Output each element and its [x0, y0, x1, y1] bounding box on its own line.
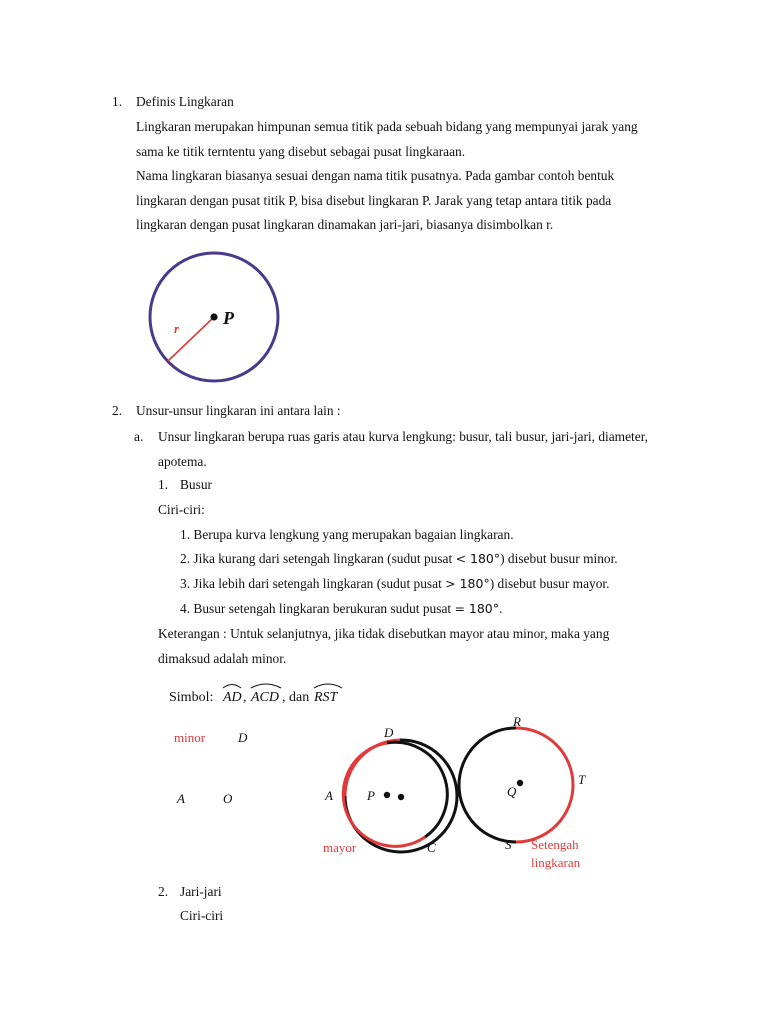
ciri-1-text: 1. Berupa kurva lengkung yang merupakan bagaian lingkaran.: [180, 527, 514, 542]
section-2-number: 2.: [112, 403, 123, 418]
mayor-point-d: D: [384, 725, 394, 740]
mayor-point-c: C: [427, 840, 436, 855]
ciri-3-text: 3. Jika lebih dari setengah lingkaran (sudut pusat: [180, 576, 446, 591]
keterangan-line-2: dimaksud adalah minor.: [158, 651, 287, 666]
semicircle-point-s: S: [505, 837, 512, 852]
ciri-4-tail: .: [499, 601, 503, 616]
simbol-label: Simbol:: [169, 690, 214, 705]
semicircle-tag-line-1: Setengah: [531, 837, 579, 852]
mayor-center-point: [384, 792, 390, 798]
ciri-item-1: [180, 527, 514, 543]
semicircle-point-t: T: [578, 772, 586, 787]
item-1-number: 1.: [158, 477, 169, 492]
section-2-title: Unsur-unsur lingkaran ini antara lain :: [136, 403, 341, 418]
section-1-title: Definis Lingkaran: [136, 94, 234, 109]
item-2-number: 2.: [158, 884, 169, 899]
simbol-sep-2: , dan: [282, 690, 310, 705]
mayor-center-label: P: [367, 788, 375, 803]
ciri-3-tail: ) disebut busur mayor.: [489, 576, 610, 591]
definition-line-1: Lingkaran merupakan himpunan semua titik pada sebuah bidang yang mempunyai jarak yang: [136, 119, 638, 134]
arc-figures: [160, 710, 610, 880]
ciri-item-3: [180, 576, 609, 592]
radius-label: r: [174, 321, 180, 336]
ciri-2-text: 2. Jika kurang dari setengah lingkaran (sudut pusat: [180, 551, 456, 566]
ciri-label: Ciri-ciri:: [158, 502, 205, 517]
simbol-sep-1: ,: [243, 690, 247, 705]
minor-point-a: A: [177, 791, 185, 806]
ciri-2-symbol: < 180°: [455, 551, 501, 566]
mayor-point-a: A: [325, 788, 333, 803]
arc-accent-rst: [314, 684, 342, 688]
naming-line-3: lingkaran dengan pusat lingkaran dinamakan jari-jari, biasanya disimbolkan r.: [136, 217, 554, 232]
ciri-3-symbol: > 180°: [445, 576, 490, 591]
minor-tag: minor: [174, 730, 206, 745]
item-2-ciri-label: Ciri-ciri: [180, 908, 224, 923]
center-point: [210, 313, 217, 320]
semicircle-arc-red: [516, 728, 573, 842]
minor-point-d: D: [238, 730, 248, 745]
section-1-number: 1.: [112, 94, 123, 109]
ciri-4-symbol: = 180°: [454, 601, 500, 616]
sub-a-line-1: Unsur lingkaran berupa ruas garis atau kurva lengkung: busur, tali busur, jari-jari, diameter,: [158, 429, 648, 444]
mayor-arc-figure: [323, 725, 447, 855]
semicircle-center-label: Q: [507, 784, 517, 799]
sub-a-line-2: apotema.: [158, 454, 207, 469]
minor-center-label: O: [223, 791, 233, 806]
simbol-line: [165, 677, 365, 709]
ciri-item-2: [180, 551, 618, 567]
simbol-arc-rst: RST: [314, 690, 338, 705]
center-label: P: [223, 308, 234, 328]
arc-accent-acd: [251, 684, 281, 688]
arc-accent-ad: [223, 685, 241, 689]
item-1-title: Busur: [180, 477, 212, 492]
simbol-arc-acd: ACD: [251, 690, 279, 705]
keterangan-line-1: Keterangan : Untuk selanjutnya, jika tidak disebutkan mayor atau minor, maka yang: [158, 626, 610, 641]
naming-line-2: lingkaran dengan pusat titik P, bisa disebut lingkaran P. Jarak yang tetap antara titik pada: [136, 193, 612, 208]
sub-a-marker: a.: [134, 429, 144, 444]
semicircle-tag-line-2: lingkaran: [531, 855, 581, 870]
semicircle-arc-figure: [459, 714, 586, 870]
semicircle-point-r: R: [513, 714, 521, 729]
minor-center-point: [398, 794, 404, 800]
semicircle-center-point: [517, 780, 523, 786]
ciri-2-tail: ) disebut busur minor.: [500, 551, 618, 566]
mayor-tag: mayor: [323, 840, 357, 855]
simbol-arc-ad: AD: [223, 690, 242, 705]
mayor-figure-minor-part: [387, 742, 447, 837]
circle-figure: [140, 245, 290, 390]
naming-line-1: Nama lingkaran biasanya sesuai dengan nama titik pusatnya. Pada gambar contoh bentuk: [136, 168, 615, 183]
ciri-item-4: [180, 601, 502, 617]
definition-line-2: sama ke titik terntentu yang disebut sebagai pusat lingkaraan.: [136, 144, 466, 159]
minor-arc-figure: [174, 730, 457, 852]
ciri-4-text: 4. Busur setengah lingkaran berukuran sudut pusat: [180, 601, 455, 616]
item-2-title: Jari-jari: [180, 884, 222, 899]
